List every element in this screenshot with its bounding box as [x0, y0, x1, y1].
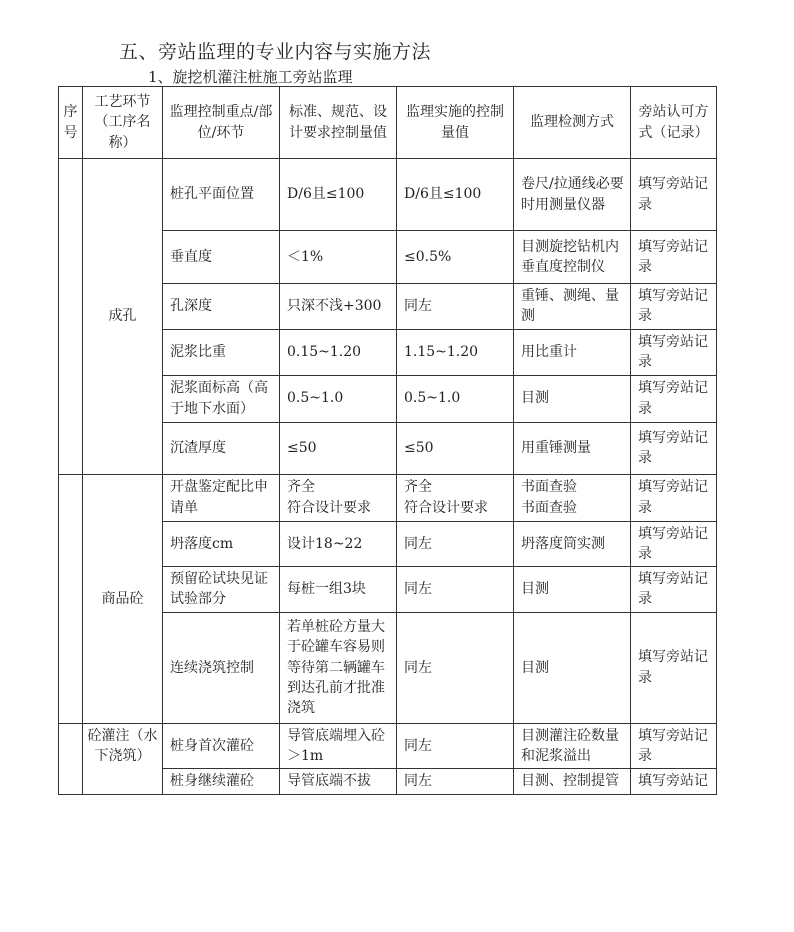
record-cell: 填写旁站记录	[631, 723, 717, 769]
control-point-cell: 沉渣厚度	[163, 422, 280, 474]
row-number-cell	[59, 474, 83, 723]
process-name-cell: 砼灌注（水下浇筑）	[83, 723, 163, 794]
record-cell: 填写旁站记录	[631, 567, 717, 613]
table-body	[59, 159, 717, 795]
standard-cell: 0.15~1.20	[280, 329, 397, 375]
standard-cell: 导管底端埋入砼＞1m	[280, 723, 397, 769]
supervision-table	[58, 86, 717, 795]
row-number-cell	[59, 723, 83, 794]
sub-title: 1、旋挖机灌注桩施工旁站监理	[148, 68, 353, 86]
method-cell: 目测、控制提管	[514, 769, 631, 794]
control-point-cell: 预留砼试块见证试验部分	[163, 567, 280, 613]
method-cell: 目测	[514, 567, 631, 613]
standard-cell: 每桩一组3块	[280, 567, 397, 613]
actual-value-cell: 同左	[397, 769, 514, 794]
record-cell: 填写旁站记录	[631, 329, 717, 375]
section-title: 五、旁站监理的专业内容与实施方法	[119, 41, 432, 63]
standard-cell: 导管底端不拔	[280, 769, 397, 794]
header-no: 序号	[59, 87, 83, 159]
actual-value-cell: ≤0.5%	[397, 231, 514, 284]
standard-cell: ＜1%	[280, 231, 397, 284]
header-process: 工艺环节（工序名称）	[83, 87, 163, 159]
record-cell: 填写旁站记录	[631, 231, 717, 284]
actual-value-cell: 同左	[397, 521, 514, 567]
method-cell: 目测灌注砼数量和泥浆溢出	[514, 723, 631, 769]
standard-cell: D/6且≤100	[280, 159, 397, 231]
record-cell: 填写旁站记录	[631, 474, 717, 521]
actual-value-cell: 齐全 符合设计要求	[397, 474, 514, 521]
control-point-cell: 垂直度	[163, 231, 280, 284]
record-cell: 填写旁站记录	[631, 284, 717, 330]
method-cell: 坍落度筒实测	[514, 521, 631, 567]
control-point-cell: 桩身首次灌砼	[163, 723, 280, 769]
method-cell: 卷尺/拉通线必要时用测量仪器	[514, 159, 631, 231]
method-cell: 目测旋挖钻机内垂直度控制仪	[514, 231, 631, 284]
method-cell: 目测	[514, 612, 631, 723]
method-cell: 书面查验 书面查验	[514, 474, 631, 521]
actual-value-cell: 同左	[397, 284, 514, 330]
record-cell: 填写旁站记录	[631, 422, 717, 474]
actual-value-cell: 同左	[397, 612, 514, 723]
standard-cell: 若单桩砼方量大于砼罐车容易则等待第二辆罐车到达孔前才批准浇筑	[280, 612, 397, 723]
record-cell: 填写旁站记录	[631, 521, 717, 567]
actual-value-cell: 同左	[397, 723, 514, 769]
control-point-cell: 坍落度cm	[163, 521, 280, 567]
standard-cell: 只深不浅+300	[280, 284, 397, 330]
header-record: 旁站认可方式（记录）	[631, 87, 717, 159]
actual-value-cell: 0.5~1.0	[397, 375, 514, 422]
record-cell: 填写旁站记录	[631, 612, 717, 723]
control-point-cell: 孔深度	[163, 284, 280, 330]
record-cell: 填写旁站记录	[631, 159, 717, 231]
control-point-cell: 连续浇筑控制	[163, 612, 280, 723]
process-name-cell: 成孔	[83, 159, 163, 475]
header-actual: 监理实施的控制量值	[397, 87, 514, 159]
standard-cell: 设计18~22	[280, 521, 397, 567]
header-control-point: 监理控制重点/部位/环节	[163, 87, 280, 159]
standard-cell: ≤50	[280, 422, 397, 474]
table-row	[59, 474, 717, 521]
method-cell: 目测	[514, 375, 631, 422]
control-point-cell: 桩孔平面位置	[163, 159, 280, 231]
method-cell: 重锤、测绳、量测	[514, 284, 631, 330]
actual-value-cell: 1.15~1.20	[397, 329, 514, 375]
control-point-cell: 开盘鉴定配比申请单	[163, 474, 280, 521]
record-cell: 填写旁站记录	[631, 375, 717, 422]
process-name-cell: 商品砼	[83, 474, 163, 723]
control-point-cell: 泥浆面标高（高于地下水面）	[163, 375, 280, 422]
standard-cell: 0.5~1.0	[280, 375, 397, 422]
header-method: 监理检测方式	[514, 87, 631, 159]
standard-cell: 齐全 符合设计要求	[280, 474, 397, 521]
method-cell: 用比重计	[514, 329, 631, 375]
actual-value-cell: D/6且≤100	[397, 159, 514, 231]
table-row	[59, 723, 717, 769]
table-row	[59, 159, 717, 231]
actual-value-cell: 同左	[397, 567, 514, 613]
method-cell: 用重锤测量	[514, 422, 631, 474]
header-row	[59, 87, 717, 159]
actual-value-cell: ≤50	[397, 422, 514, 474]
control-point-cell: 泥浆比重	[163, 329, 280, 375]
control-point-cell: 桩身继续灌砼	[163, 769, 280, 794]
row-number-cell	[59, 159, 83, 475]
header-standard: 标准、规范、设计要求控制量值	[280, 87, 397, 159]
record-cell: 填写旁站记	[631, 769, 717, 794]
